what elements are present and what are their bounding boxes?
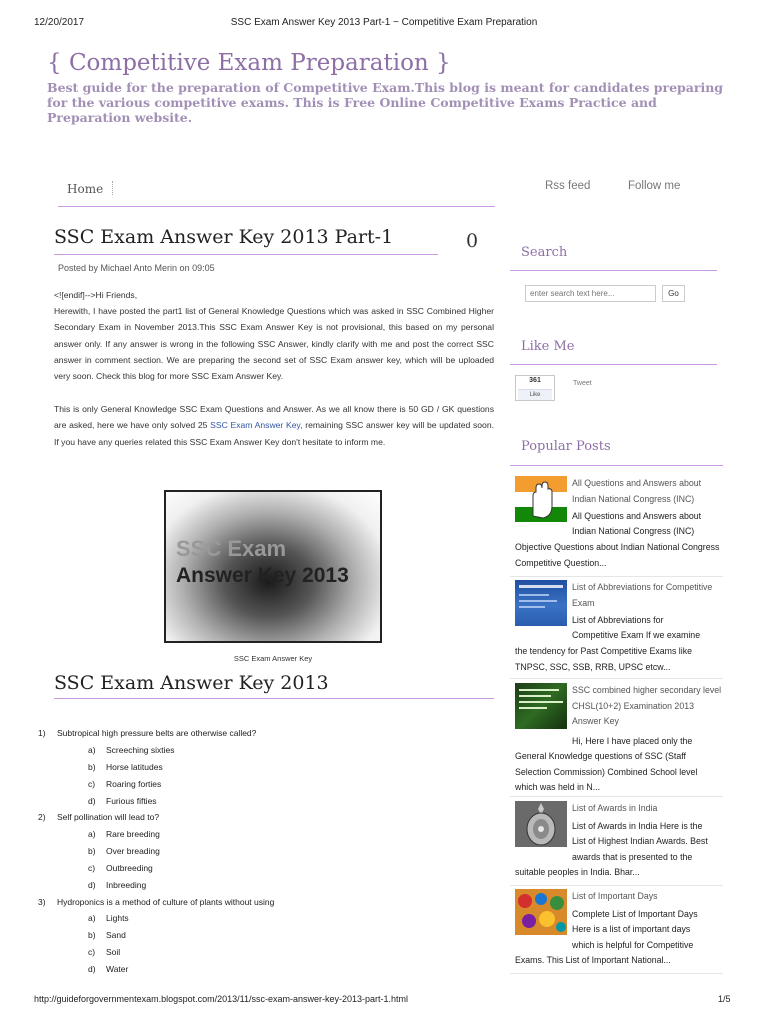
- option-text: Water: [106, 964, 129, 974]
- awards-medal-thumbnail[interactable]: [515, 801, 567, 847]
- popular-post-snippet: awards that is presented to the: [572, 852, 693, 862]
- option-text: Rare breeding: [106, 829, 160, 839]
- comment-count[interactable]: 0: [466, 230, 479, 252]
- popular-post-divider: [510, 885, 723, 886]
- popular-post-snippet: Competitive Exam If we examine: [572, 630, 701, 640]
- blog-title[interactable]: { Competitive Exam Preparation }: [47, 50, 451, 76]
- search-input[interactable]: [525, 285, 656, 302]
- option-letter: d): [88, 964, 96, 974]
- answer-option: [88, 880, 146, 890]
- follow-me-link[interactable]: Follow me: [628, 180, 681, 192]
- print-date: 12/20/2017: [34, 17, 85, 28]
- blog-description: Best guide for the preparation of Competitive Exam.This blog is meant for candidates preparing for the various competitive exams. This is Free Online Competitive Exams Practice and Preparation website.: [47, 80, 724, 125]
- question-number: 3): [38, 897, 46, 907]
- option-text: Furious fifties: [106, 796, 157, 806]
- option-letter: a): [88, 745, 96, 755]
- abbreviations-thumbnail[interactable]: [515, 580, 567, 626]
- option-text: Soil: [106, 947, 121, 957]
- popular-post-item[interactable]: [515, 801, 722, 883]
- popular-posts-heading: Popular Posts: [521, 439, 611, 454]
- popular-post-snippet: Complete List of Important Days: [572, 909, 698, 919]
- answer-option: [88, 796, 157, 806]
- popular-post-item[interactable]: [515, 889, 722, 971]
- like-count: 361: [529, 377, 541, 384]
- important-days-thumbnail[interactable]: [515, 889, 567, 935]
- section-heading: SSC Exam Answer Key 2013: [54, 672, 329, 694]
- option-letter: a): [88, 913, 96, 923]
- nav-home-link[interactable]: Home: [67, 182, 104, 196]
- answer-option: [88, 913, 129, 923]
- popular-post-snippet: Hi, Here I have placed only the: [572, 736, 693, 746]
- option-letter: c): [88, 863, 96, 873]
- option-letter: b): [88, 846, 96, 856]
- post-title[interactable]: SSC Exam Answer Key 2013 Part-1: [54, 226, 394, 248]
- facebook-like-widget[interactable]: [515, 375, 555, 401]
- popular-post-item[interactable]: [515, 476, 722, 574]
- answer-option: [88, 863, 153, 873]
- print-footer-url: http://guideforgovernmentexam.blogspot.com/2013/11/ssc-exam-answer-key-2013-part-1.html: [34, 994, 409, 1004]
- popular-post-snippet: suitable peoples in India. Bhar...: [515, 867, 640, 877]
- print-page-title: SSC Exam Answer Key 2013 Part-1 ~ Competitive Exam Preparation: [230, 17, 538, 28]
- answer-option: [88, 745, 175, 755]
- popular-post-snippet: List of Highest Indian Awards. Best: [572, 836, 708, 846]
- popular-post-snippet: General Knowledge questions of SSC (Staff Selection Commission) Combined School level which was held in N...: [515, 751, 698, 792]
- option-letter: b): [88, 762, 96, 772]
- congress-hand-thumbnail[interactable]: [515, 476, 567, 522]
- ssc-chsl-thumbnail[interactable]: [515, 683, 567, 729]
- popular-post-snippet: the tendency for Past Competitive Exams like TNPSC, SSC, SSB, RRB, UPSC etcw...: [515, 646, 692, 672]
- option-letter: a): [88, 829, 96, 839]
- option-letter: c): [88, 947, 96, 957]
- answer-option: [88, 947, 120, 957]
- popular-post-title[interactable]: All Questions and Answers about Indian National Congress (INC): [572, 478, 702, 504]
- image-text-line1: SSC Exam: [176, 536, 287, 561]
- popular-post-snippet: All Questions and Answers about: [572, 511, 702, 521]
- like-button[interactable]: Like: [518, 389, 552, 400]
- popular-post-divider: [510, 973, 723, 974]
- option-text: Screeching sixties: [106, 745, 175, 755]
- popular-post-item[interactable]: [515, 683, 722, 795]
- search-heading-underline: [510, 270, 717, 271]
- option-text: Sand: [106, 930, 126, 940]
- popular-posts-underline: [510, 465, 723, 466]
- answer-option: [88, 846, 160, 856]
- nav-divider: [112, 181, 113, 195]
- popular-post-snippet: List of Awards in India Here is the: [572, 821, 703, 831]
- congress-hand-icon: [515, 476, 567, 522]
- option-text: Inbreeding: [106, 880, 147, 890]
- popular-post-snippet: Objective Questions about Indian National Congress Competitive Question...: [515, 542, 720, 568]
- image-caption: SSC Exam Answer Key: [233, 654, 313, 663]
- popular-post-divider: [510, 576, 723, 577]
- answer-key-image: [164, 490, 382, 643]
- popular-post-item[interactable]: [515, 580, 722, 676]
- post-title-underline: [54, 254, 438, 255]
- post-meta: Posted by Michael Anto Merin on 09:05: [58, 263, 215, 273]
- popular-post-title[interactable]: List of Important Days: [572, 891, 658, 901]
- tweet-button[interactable]: Tweet: [573, 380, 592, 387]
- question-number: 2): [38, 812, 46, 822]
- question-text: Self pollination will lead to?: [57, 812, 160, 822]
- question-item: [38, 812, 159, 822]
- popular-post-title[interactable]: List of Abbreviations for Competitive Exam: [572, 582, 713, 608]
- answer-option: [88, 930, 126, 940]
- post-paragraph-note: [54, 401, 494, 450]
- search-heading: Search: [521, 245, 568, 260]
- rss-feed-link[interactable]: Rss feed: [545, 180, 591, 192]
- option-text: Lights: [106, 913, 129, 923]
- like-me-heading: Like Me: [521, 339, 575, 354]
- popular-post-snippet: Indian National Congress (INC): [572, 526, 695, 536]
- question-item: [38, 897, 274, 907]
- answer-option: [88, 829, 160, 839]
- option-text: Roaring forties: [106, 779, 162, 789]
- answer-option: [88, 964, 128, 974]
- answer-option: [88, 762, 163, 772]
- option-letter: c): [88, 779, 96, 789]
- popular-post-divider: [510, 796, 723, 797]
- popular-post-title[interactable]: List of Awards in India: [572, 803, 658, 813]
- question-number: 1): [38, 728, 46, 738]
- popular-post-snippet: which is helpful for Competitive: [572, 940, 694, 950]
- section-heading-underline: [54, 698, 494, 699]
- question-item: [38, 728, 256, 738]
- question-text: Subtropical high pressure belts are otherwise called?: [57, 728, 257, 738]
- nav-underline: [58, 206, 495, 207]
- paragraph-text: , remaining SSC answer key will be updated soon. If you have any queries related this SSC Exam Answer Key don't hesitate to inform me.: [54, 420, 494, 447]
- popular-post-title[interactable]: SSC combined higher secondary level CHSL(10+2) Examination 2013 Answer Key: [572, 685, 722, 726]
- popular-post-snippet: Exams. This List of Important National...: [515, 955, 671, 965]
- option-text: Horse latitudes: [106, 762, 163, 772]
- option-letter: d): [88, 880, 96, 890]
- image-text-line2: Answer Key 2013: [176, 564, 349, 587]
- like-me-heading-underline: [510, 364, 717, 365]
- answer-key-link[interactable]: SSC Exam Answer Key: [210, 420, 301, 431]
- option-letter: b): [88, 930, 96, 940]
- option-text: Outbreeding: [106, 863, 153, 873]
- option-text: Over breading: [106, 846, 160, 856]
- answer-option: [88, 779, 161, 789]
- option-letter: d): [88, 796, 96, 806]
- post-paragraph-intro: Herewith, I have posted the part1 list of General Knowledge Questions which was asked in SSC Combined Higher Secondary Exam in November 2013.This SSC Exam Answer Key is not provisional, this based on my personal answer only. If any answer is wrong in the following SSC Answer, kindly clarify with me and post the correct SSC answer in comment section. We are preparing the second set of SSC Exam answer key, which will be uploaded very soon. Check this blog for more SSC Exam Answer Key.: [54, 306, 494, 382]
- post-greeting: <![endif]-->Hi Friends,: [54, 290, 138, 300]
- search-go-button[interactable]: Go: [662, 285, 685, 302]
- question-text: Hydroponics is a method of culture of plants without using: [57, 897, 275, 907]
- popular-post-snippet: List of Abbreviations for: [572, 615, 664, 625]
- popular-post-snippet: Here is a list of important days: [572, 924, 691, 934]
- paragraph-text: This is only General Knowledge SSC Exam Questions and Answer. As we all know there is 50 GD / GK questions are asked, here we have only solved 25: [54, 404, 494, 431]
- print-page-number: 1/5: [718, 994, 731, 1004]
- popular-post-divider: [510, 678, 723, 679]
